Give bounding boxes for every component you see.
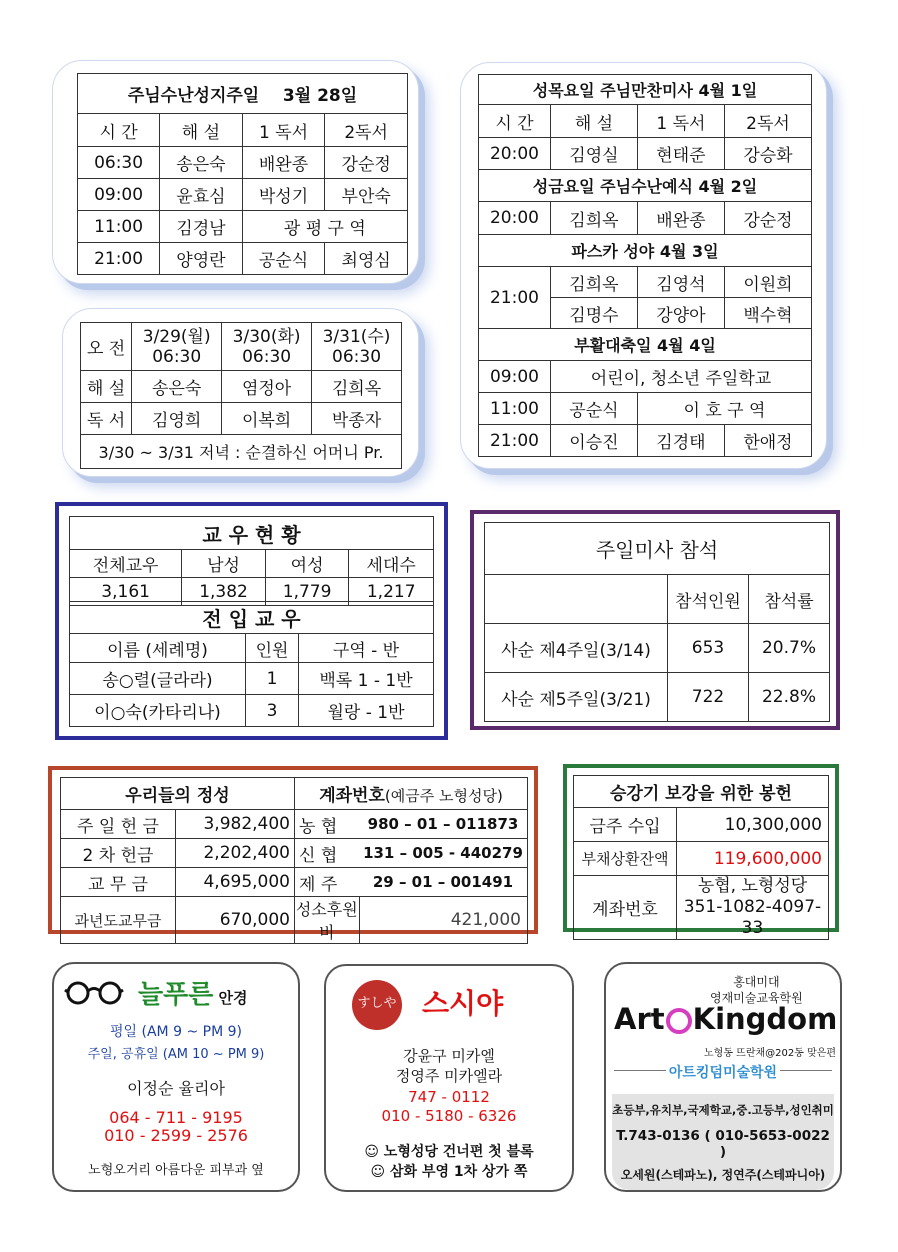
weekday-schedule-table (80, 322, 402, 469)
address: 노형오거리 아름다운 피부과 옆 (88, 1163, 264, 1178)
header-reading1: 1 독서 (242, 114, 325, 147)
header-date: 3/29(월) 06:30 (132, 323, 222, 371)
evening-note: 3/30 ~ 3/31 저녁 : 순결하신 어머니 Pr. (81, 435, 402, 469)
header-time: 시 간 (78, 114, 160, 147)
cell: 이원희 (724, 267, 811, 298)
cell: 독 서 (81, 403, 132, 435)
hours-weekday: 평일 (AM 9 ~ PM 9) (110, 1024, 242, 1040)
cell: 김영희 (132, 403, 222, 435)
cell: 3,982,400 (176, 810, 295, 839)
sushi-shop-ad (324, 964, 574, 1192)
cell: 최영심 (325, 243, 408, 275)
header-am: 오 전 (81, 323, 132, 371)
header-comment: 해 설 (160, 114, 243, 147)
cell: 제 주 (295, 868, 360, 897)
cell: 이 호 구 역 (637, 393, 811, 425)
elevator-table (573, 775, 829, 940)
offerings-title: 우리들의 정성 (61, 778, 295, 810)
cell: 11:00 (78, 211, 160, 243)
cell: 전체교우 (70, 550, 182, 578)
cell: 과년도교무금 (61, 897, 176, 944)
cell: 421,000 (359, 897, 528, 944)
cell: 김경남 (160, 211, 243, 243)
easter-vigil-title: 파스카 성야 4월 3일 (479, 235, 812, 267)
members-title: 교 우 현 황 (70, 517, 434, 550)
cell: 29 – 01 – 001491 (359, 868, 528, 897)
rainbow-circle-icon (666, 1008, 692, 1034)
cell: 11:00 (479, 393, 551, 425)
cell: 염정아 (222, 371, 312, 403)
cell: 4,695,000 (176, 868, 295, 897)
cell: 어린이, 청소년 주일학교 (550, 361, 811, 393)
newcomers-title: 전 입 교 우 (70, 602, 434, 634)
sushi-logo-icon: すしや (352, 980, 402, 1030)
cell: 21:00 (78, 243, 160, 275)
cell: 광 평 구 역 (242, 211, 407, 243)
attendance-title: 주일미사 참석 (485, 523, 830, 575)
elevator-title: 승강기 보강을 위한 봉헌 (574, 776, 829, 808)
owner: 이정순 율리아 (127, 1079, 225, 1098)
location: ☺ 노형성당 건너편 첫 블록 ☺ 삼화 부영 1차 상가 쪽 (364, 1144, 534, 1180)
cell: 김경태 (637, 425, 724, 457)
cell: 부채상환잔액 (574, 842, 677, 876)
cell: 박성기 (242, 179, 325, 211)
cell: 송은숙 (132, 371, 222, 403)
cell: 박종자 (312, 403, 402, 435)
glasses-icon (64, 980, 126, 1010)
departments: 초등부,유치부,국제학교,중.고등부,성인취미 (612, 1103, 834, 1117)
cell: 김영석 (637, 267, 724, 298)
cell: 구역 - 반 (299, 634, 434, 663)
cell: 공순식 (550, 393, 637, 425)
cell: 09:00 (78, 179, 160, 211)
cell: 백수혁 (724, 298, 811, 329)
easter-sunday-title: 부활대축일 4월 4일 (479, 329, 812, 361)
cell: 김희옥 (550, 267, 637, 298)
account-title: 계좌번호(예금주 노형성당) (295, 778, 528, 810)
cell: 송은숙 (160, 147, 243, 179)
cell: 김희옥 (550, 202, 637, 235)
glasses-shop-ad (52, 962, 300, 1192)
cell: 1,382 (182, 578, 266, 606)
brand-logo: Art Kingdom (614, 1002, 838, 1036)
cell: 1 (246, 663, 299, 695)
header-date: 3/31(수) 06:30 (312, 323, 402, 371)
cell: 3,161 (70, 578, 182, 606)
cell: 부안숙 (325, 179, 408, 211)
attendance-table (484, 522, 830, 722)
cell: 2 차 헌금 (61, 839, 176, 868)
cell: 131 – 005 - 440279 (359, 839, 528, 868)
cell: 금주 수입 (574, 808, 677, 842)
header-reading1: 1 독서 (637, 105, 724, 138)
cell: 양영란 (160, 243, 243, 275)
good-friday-title: 성금요일 주님수난예식 4월 2일 (479, 170, 812, 202)
cell: 10,300,000 (677, 808, 829, 842)
cell: 이○숙(카타리나) (70, 695, 246, 727)
info-block (612, 1094, 834, 1190)
cell: 980 – 01 – 011873 (359, 810, 528, 839)
cell: 06:30 (78, 147, 160, 179)
owners: 강윤구 미카엘 정영주 미카엘라 (395, 1047, 503, 1085)
cell: 성소후원비 (295, 897, 360, 944)
cell: 1,217 (349, 578, 434, 606)
location: 노형동 뜨란채@202동 맞은편 (704, 1048, 837, 1059)
cell: 윤효심 (160, 179, 243, 211)
holy-thursday-title: 성목요일 주님만찬미사 4월 1일 (479, 75, 812, 105)
academy-name: 아트킹덤미술학원 (666, 1062, 780, 1082)
cell: 이복희 (222, 403, 312, 435)
header-time: 시 간 (479, 105, 551, 138)
cell: 남성 (182, 550, 266, 578)
cell: 주 일 헌 금 (61, 810, 176, 839)
offerings-table (60, 777, 528, 944)
cell: 09:00 (479, 361, 551, 393)
cell: 농 협 (295, 810, 360, 839)
cell: 김명수 (550, 298, 637, 329)
art-academy-ad (604, 962, 842, 1192)
cell: 119,600,000 (677, 842, 829, 876)
cell: 3 (246, 695, 299, 727)
cell: 신 협 (295, 839, 360, 868)
cell: 20:00 (479, 202, 551, 235)
cell: 공순식 (242, 243, 325, 275)
cell: 참석률 (749, 575, 830, 624)
account-cell: 농협, 노형성당 351-1082-4097-33 (677, 876, 829, 940)
cell: 이름 (세례명) (70, 634, 246, 663)
header-date: 3/30(화) 06:30 (222, 323, 312, 371)
cell: 강순정 (325, 147, 408, 179)
cell: 여성 (265, 550, 349, 578)
cell: 김희옥 (312, 371, 402, 403)
cell: 강승화 (724, 138, 811, 170)
header-reading2: 2독서 (325, 114, 408, 147)
members-table (69, 516, 434, 606)
cell: 722 (668, 673, 749, 722)
header-comment: 해 설 (550, 105, 637, 138)
easter-schedule-table (478, 74, 812, 457)
phone: T.743-0136 ( 010-5653-0022 ) (616, 1128, 830, 1160)
phone: 064 - 711 - 9195 010 - 2599 - 2576 (104, 1108, 248, 1145)
cell: 사순 제4주일(3/14) (485, 624, 668, 673)
sunday-title: 주님수난성지주일 3월 28일 (78, 74, 408, 114)
cell: 강양아 (637, 298, 724, 329)
academy-subtitle: 홍대미대 영재미술교육학원 (710, 975, 803, 1005)
empty-cell (485, 575, 668, 624)
cell: 월랑 - 1반 (299, 695, 434, 727)
cell: 사순 제5주일(3/21) (485, 673, 668, 722)
cell: 670,000 (176, 897, 295, 944)
cell: 2,202,400 (176, 839, 295, 868)
cell: 22.8% (749, 673, 830, 722)
cell: 653 (668, 624, 749, 673)
cell: 20:00 (479, 138, 551, 170)
newcomers-table (69, 601, 434, 727)
shop-name: 스시야 (422, 987, 504, 1020)
cell: 해 설 (81, 371, 132, 403)
sunday-schedule-table (77, 73, 408, 275)
cell: 참석인원 (668, 575, 749, 624)
cell: 인원 (246, 634, 299, 663)
cell: 교 무 금 (61, 868, 176, 897)
cell: 현태준 (637, 138, 724, 170)
hours-holiday: 주일, 공휴일 (AM 10 ~ PM 9) (87, 1047, 265, 1062)
cell: 세대수 (349, 550, 434, 578)
cell: 21:00 (479, 425, 551, 457)
cell: 김영실 (550, 138, 637, 170)
cell: 송○렬(글라라) (70, 663, 246, 695)
header-reading2: 2독서 (724, 105, 811, 138)
cell: 21:00 (479, 267, 551, 329)
cell: 이승진 (550, 425, 637, 457)
cell: 20.7% (749, 624, 830, 673)
cell: 한애정 (724, 425, 811, 457)
phone: 747 - 0112 010 - 5180 - 6326 (381, 1088, 517, 1125)
cell: 1,779 (265, 578, 349, 606)
cell: 배완종 (637, 202, 724, 235)
cell: 계좌번호 (574, 876, 677, 940)
contact-people: 오세원(스테파노), 정연주(스테파니아) (620, 1168, 826, 1182)
cell: 강순정 (724, 202, 811, 235)
cell: 백록 1 - 1반 (299, 663, 434, 695)
shop-name: 늘푸른 안경 (138, 980, 248, 1010)
cell: 배완종 (242, 147, 325, 179)
